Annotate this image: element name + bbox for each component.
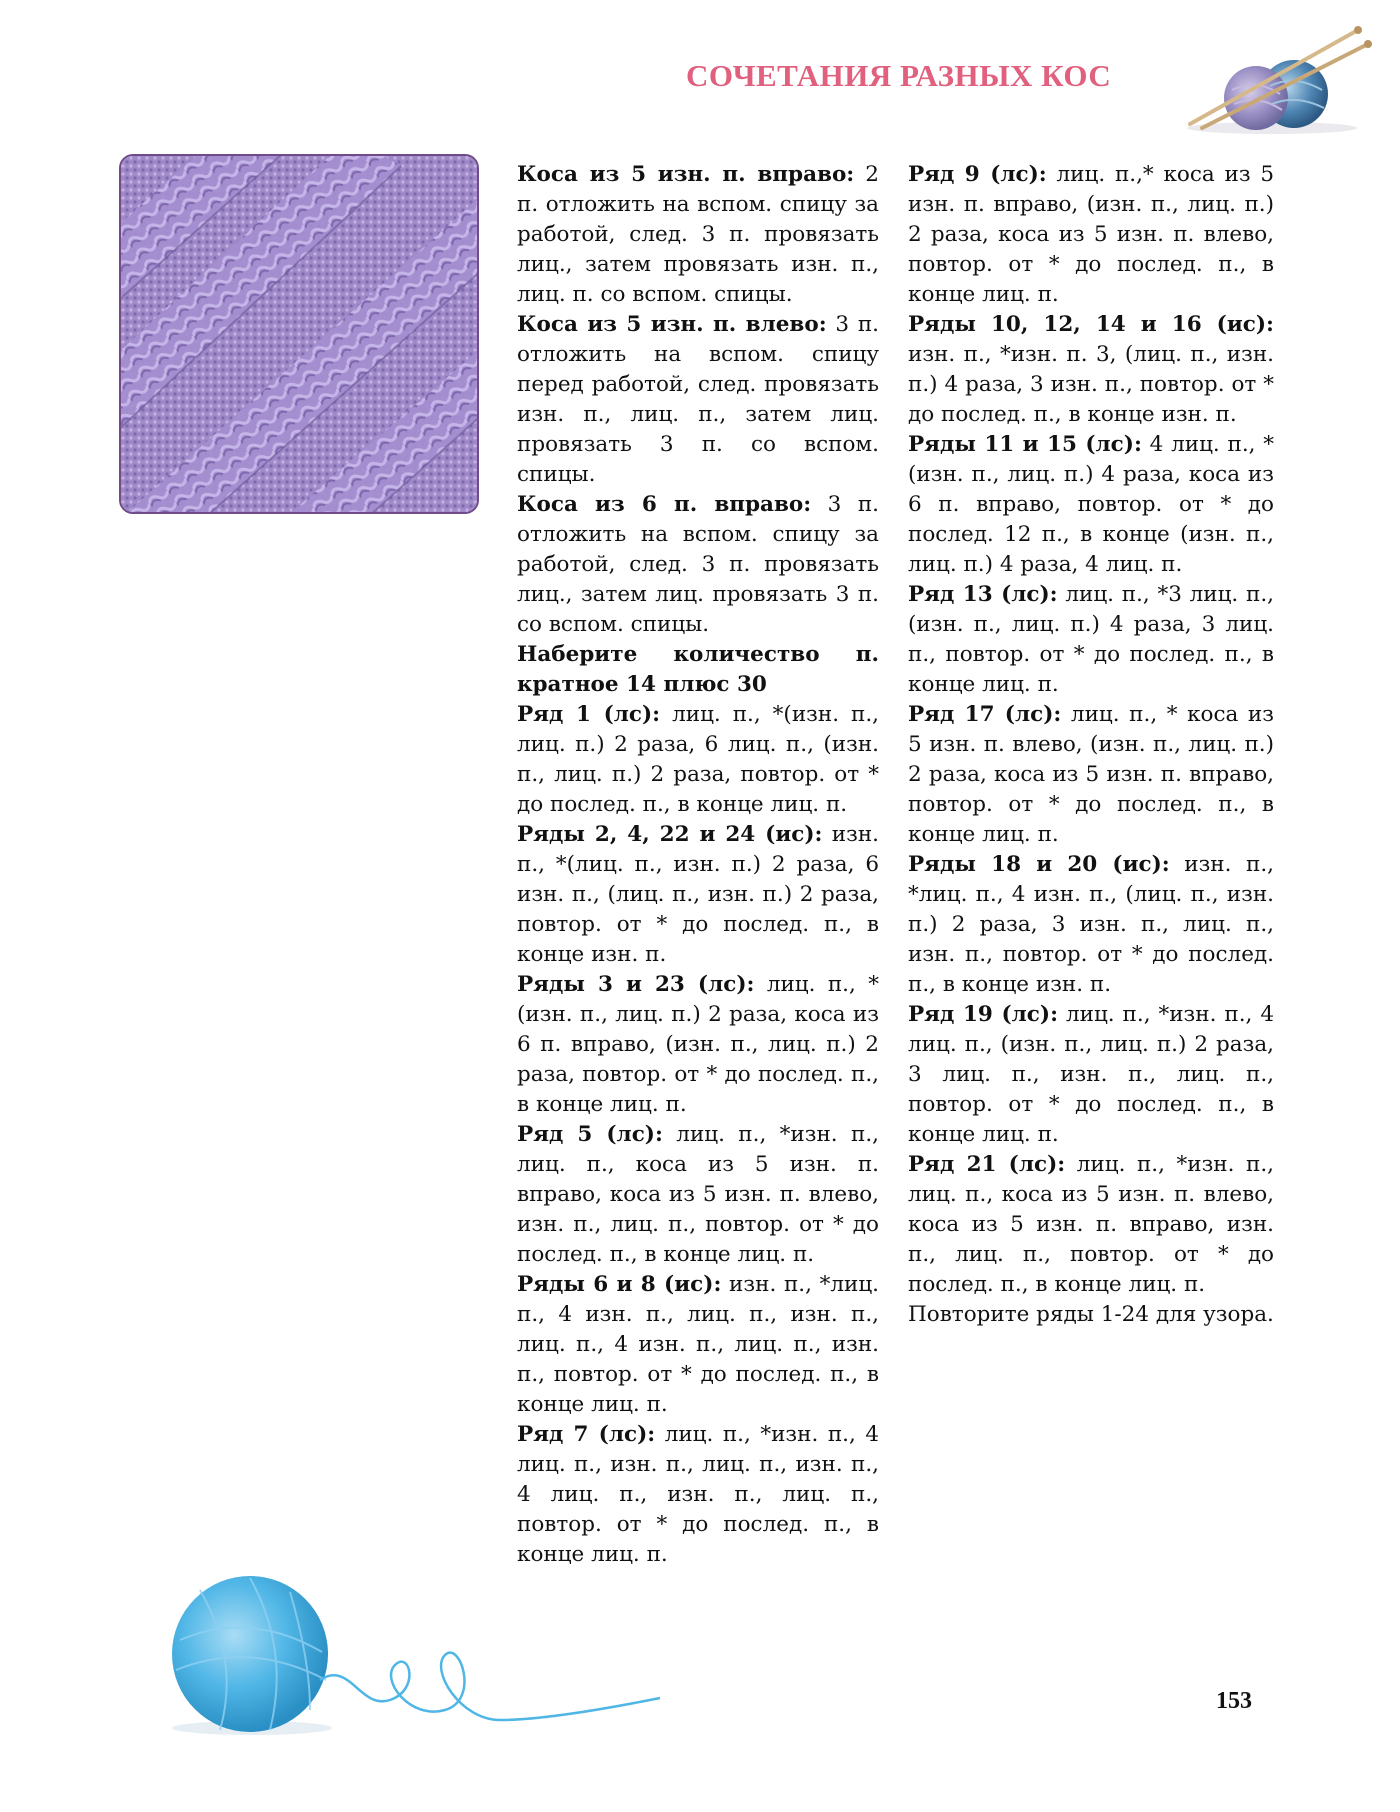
instruction-text: лиц. п.,* коса из 5 изн. п. вправо, (изн. п., лиц. п.) 2 раза, коса из 5 изн. п. влево, повтор. от * до послед. п., в конце лиц. п. xyxy=(908,162,1274,307)
instruction-paragraph xyxy=(908,310,1274,430)
instruction-text: Повторите ряды 1-24 для узора. xyxy=(908,1302,1274,1327)
instruction-heading: Ряд 19 (лс): xyxy=(908,1002,1059,1027)
knitted-swatch-image xyxy=(119,154,479,514)
instruction-text: лиц. п., *3 лиц. п., (изн. п., лиц. п.) 4 раза, 3 лиц. п., повтор. от * до послед. п., в конце лиц. п. xyxy=(908,582,1274,697)
instruction-paragraph xyxy=(517,160,879,310)
instruction-text: 4 лиц. п., *(изн. п., лиц. п.) 4 раза, коса из 6 п. вправо, повтор. от * до послед. 12 п., в конце (изн. п., лиц. п.) 4 раза, 4 лиц. п. xyxy=(908,432,1274,577)
instruction-text: лиц. п., *(изн. п., лиц. п.) 2 раза, коса из 6 п. вправо, (изн. п., лиц. п.) 2 раза, повтор. от * до послед. п., в конце лиц. п. xyxy=(517,972,879,1117)
instruction-paragraph xyxy=(517,1270,879,1420)
instruction-paragraph xyxy=(517,1120,879,1270)
instruction-text: лиц. п., *изн. п., 4 лиц. п., изн. п., лиц. п., изн. п., 4 лиц. п., изн. п., лиц. п., повтор. от * до послед. п., в конце лиц. п. xyxy=(517,1422,880,1567)
instruction-paragraph xyxy=(908,700,1274,850)
instruction-text: лиц. п., *(изн. п., лиц. п.) 2 раза, 6 лиц. п., (изн. п., лиц. п.) 2 раза, повтор. от * до послед. п., в конце лиц. п. xyxy=(517,702,880,817)
instruction-paragraph xyxy=(908,850,1274,1000)
instruction-text: лиц. п., *изн. п., лиц. п., коса из 5 изн. п. влево, коса из 5 изн. п. вправо, изн. п., лиц. п., повтор. от * до послед. п., в конце лиц. п. xyxy=(908,1152,1274,1297)
instruction-heading: Наберите количество п. кратное 14 плюс 30 xyxy=(517,642,879,697)
instruction-heading: Ряд 17 (лс): xyxy=(908,702,1062,727)
instruction-text: 3 п. отложить на вспом. спицу за работой, след. 3 п. провязать лиц., затем лиц. провязать 3 п. со вспом. спицы. xyxy=(517,492,879,637)
instruction-paragraph xyxy=(908,160,1274,310)
instruction-text: изн. п., *изн. п. 3, (лиц. п., изн. п.) 4 раза, 3 изн. п., повтор. от * до послед. п., в конце изн. п. xyxy=(908,342,1274,427)
instruction-heading: Ряд 7 (лс): xyxy=(517,1422,656,1447)
instruction-heading: Ряды 18 и 20 (ис): xyxy=(908,852,1170,877)
instruction-heading: Ряды 10, 12, 14 и 16 (ис): xyxy=(908,312,1274,337)
instruction-paragraph xyxy=(517,310,879,490)
instruction-heading: Ряд 5 (лс): xyxy=(517,1122,663,1147)
instruction-text: лиц. п., * коса из 5 изн. п. влево, (изн. п., лиц. п.) 2 раза, коса из 5 изн. п. вправо, повтор. от * до послед. п., в конце лиц. п. xyxy=(908,702,1274,847)
instruction-paragraph xyxy=(908,1150,1274,1300)
yarn-ball-icon xyxy=(160,1570,680,1740)
instructions-column-right xyxy=(908,160,1274,1330)
instruction-paragraph xyxy=(517,490,879,640)
section-title: СОЧЕТАНИЯ РАЗНЫХ КОС xyxy=(686,58,1112,93)
instruction-text: 3 п. отложить на вспом. спицу перед работой, след. провязать изн. п., лиц. п., затем лиц. провязать 3 п. со вспом. спицы. xyxy=(517,312,879,487)
instruction-heading: Ряд 9 (лс): xyxy=(908,162,1047,187)
instruction-text: изн. п., *лиц. п., 4 изн. п., лиц. п., изн. п., лиц. п., 4 изн. п., лиц. п., изн. п., повтор. от * до послед. п., в конце лиц. п. xyxy=(517,1272,880,1417)
instruction-heading: Коса из 5 изн. п. влево: xyxy=(517,312,827,337)
instruction-text: лиц. п., *изн. п., 4 лиц. п., (изн. п., лиц. п.) 2 раза, 3 лиц. п., изн. п., лиц. п., повтор. от * до послед. п., в конце лиц. п. xyxy=(908,1002,1274,1147)
instruction-text: лиц. п., *изн. п., лиц. п., коса из 5 изн. п. вправо, коса из 5 изн. п. влево, изн. п., лиц. п., повтор. от * до послед. п., в конце лиц. п. xyxy=(517,1122,880,1267)
instruction-paragraph xyxy=(517,700,879,820)
page-number: 153 xyxy=(1216,1688,1252,1714)
instruction-heading: Ряд 13 (лс): xyxy=(908,582,1058,607)
instruction-heading: Ряды 3 и 23 (лс): xyxy=(517,972,755,997)
instruction-text: изн. п., *(лиц. п., изн. п.) 2 раза, 6 изн. п., (лиц. п., изн. п.) 2 раза, повтор. от * до послед. п., в конце изн. п. xyxy=(517,822,879,967)
instruction-paragraph xyxy=(908,1000,1274,1150)
instructions-column-left xyxy=(517,160,879,1570)
instruction-heading: Ряды 11 и 15 (лс): xyxy=(908,432,1142,457)
instruction-heading: Ряд 21 (лс): xyxy=(908,1152,1066,1177)
instruction-heading: Ряд 1 (лс): xyxy=(517,702,661,727)
instruction-heading: Коса из 6 п. вправо: xyxy=(517,492,812,517)
instruction-paragraph xyxy=(908,580,1274,700)
instruction-paragraph xyxy=(517,1420,879,1570)
instruction-heading: Коса из 5 изн. п. вправо: xyxy=(517,162,855,187)
instruction-heading: Ряды 6 и 8 (ис): xyxy=(517,1272,722,1297)
instruction-paragraph xyxy=(517,970,879,1120)
instruction-paragraph xyxy=(517,640,879,700)
instruction-text: изн. п., *лиц. п., 4 изн. п., (лиц. п., изн. п.) 2 раза, 3 изн. п., лиц. п., изн. п., повтор. от * до послед. п., в конце изн. п. xyxy=(908,852,1274,997)
knitting-needles-yarn-icon xyxy=(1172,20,1372,140)
instruction-heading: Ряды 2, 4, 22 и 24 (ис): xyxy=(517,822,823,847)
instruction-paragraph xyxy=(908,430,1274,580)
instruction-paragraph xyxy=(517,820,879,970)
instruction-paragraph xyxy=(908,1300,1274,1330)
instruction-text: 2 п. отложить на вспом. спицу за работой, след. 3 п. провязать лиц., затем провязать изн. п., лиц. п. со вспом. спицы. xyxy=(517,162,879,307)
